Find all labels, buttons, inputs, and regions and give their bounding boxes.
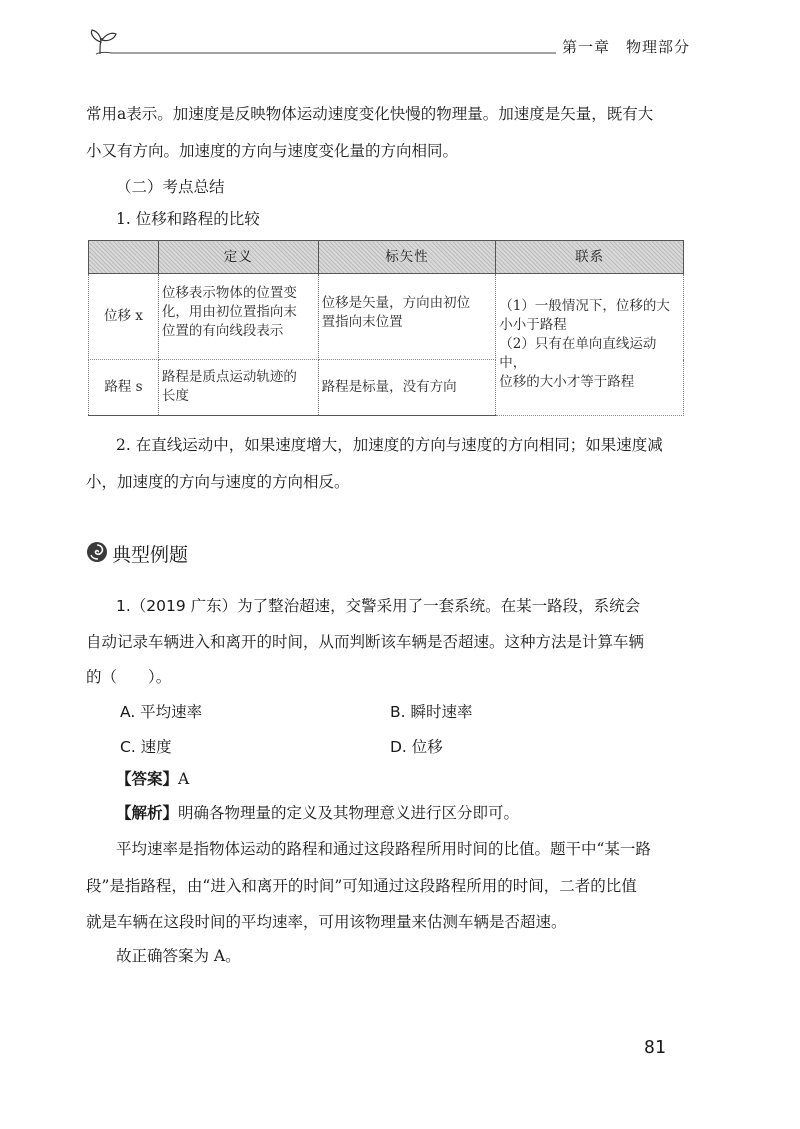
chapter-title: 第一章 物理部分 <box>556 36 690 57</box>
option-d: D. 位移 <box>390 738 443 756</box>
table-header-empty <box>89 241 159 274</box>
answer-line <box>116 769 716 789</box>
cell-line: 路程是标量，没有方向 <box>321 379 457 395</box>
option-a: A. 平均速率 <box>120 703 203 721</box>
intro-line-1: 常用a表示。加速度是反映物体运动速度变化快慢的物理量。加速度是矢量，既有大 <box>86 105 654 123</box>
summary-heading: （二）考点总结 <box>116 178 225 196</box>
question-line-3: 的（ ）。 <box>86 668 172 686</box>
explanation-line-1: 平均速率是指物体运动的路程和通过这段路程所用时间的比值。题干中“某一路 <box>116 840 651 858</box>
page-number: 81 <box>644 1037 666 1058</box>
cell-line: 长度 <box>161 388 189 404</box>
cell-line: 位置的有向线段表示 <box>161 323 284 339</box>
table-header-vector: 标矢性 <box>318 241 496 274</box>
explanation-line-3: 就是车辆在这段时间的平均速率，可用该物理量来估测车辆是否超速。 <box>86 913 567 931</box>
displacement-definition <box>158 274 318 360</box>
cell-line: 小小于路程 <box>499 317 567 333</box>
analysis-text: 明确各物理量的定义及其物理意义进行区分即可。 <box>178 804 520 822</box>
cell-line: （2）只有在单向直线运动中， <box>499 336 657 371</box>
cell-line: 置指向末位置 <box>321 314 403 330</box>
point2-line-2: 小，加速度的方向与速度的方向相反。 <box>86 473 350 491</box>
conclusion: 故正确答案为 A。 <box>116 947 241 965</box>
row-label-displacement: 位移 x <box>89 274 159 360</box>
page-header <box>86 26 690 60</box>
explanation-line-2: 段”是指路程，由“进入和离开的时间”可知通过这段路程所用的时间，二者的比值 <box>86 877 637 895</box>
option-c: C. 速度 <box>120 738 172 756</box>
cell-line: （1）一般情况下，位移的大 <box>499 298 670 314</box>
table-header-row <box>89 241 684 274</box>
cell-line: 位移表示物体的位置变 <box>161 285 297 301</box>
answer-label: 【答案】 <box>116 769 179 788</box>
analysis-label: 【解析】 <box>116 803 179 822</box>
table-row <box>89 274 684 360</box>
row-label-path: 路程 s <box>89 360 159 416</box>
cell-line: 化，用由初位置指向末 <box>161 304 297 320</box>
analysis-line <box>116 803 716 823</box>
answer-value: A <box>178 770 190 788</box>
question-line-1: 1.（2019 广东）为了整治超速，交警采用了一套系统。在某一路段，系统会 <box>116 597 641 615</box>
path-definition <box>158 360 318 416</box>
table-header-relation: 联系 <box>496 241 684 274</box>
cell-line: 位移是矢量，方向由初位 <box>321 295 471 311</box>
question-line-2: 自动记录车辆进入和离开的时间，从而判断该车辆是否超速。这种方法是计算车辆 <box>86 633 645 651</box>
summary-subheading: 1. 位移和路程的比较 <box>116 210 260 228</box>
swirl-icon <box>86 541 108 563</box>
relation-cell <box>496 274 684 416</box>
section-title: 典型例题 <box>112 544 189 566</box>
displacement-vector <box>318 274 496 360</box>
intro-line-2: 小又有方向。加速度的方向与速度变化量的方向相同。 <box>86 142 459 160</box>
cell-line: 位移的大小才等于路程 <box>499 374 635 390</box>
option-b: B. 瞬时速率 <box>390 703 473 721</box>
table-header-definition: 定义 <box>158 241 318 274</box>
path-vector <box>318 360 496 416</box>
comparison-table <box>88 240 684 416</box>
cell-line: 路程是质点运动轨迹的 <box>161 369 297 385</box>
point2-line-1: 2. 在直线运动中，如果速度增大，加速度的方向与速度的方向相同；如果速度减 <box>116 436 663 454</box>
